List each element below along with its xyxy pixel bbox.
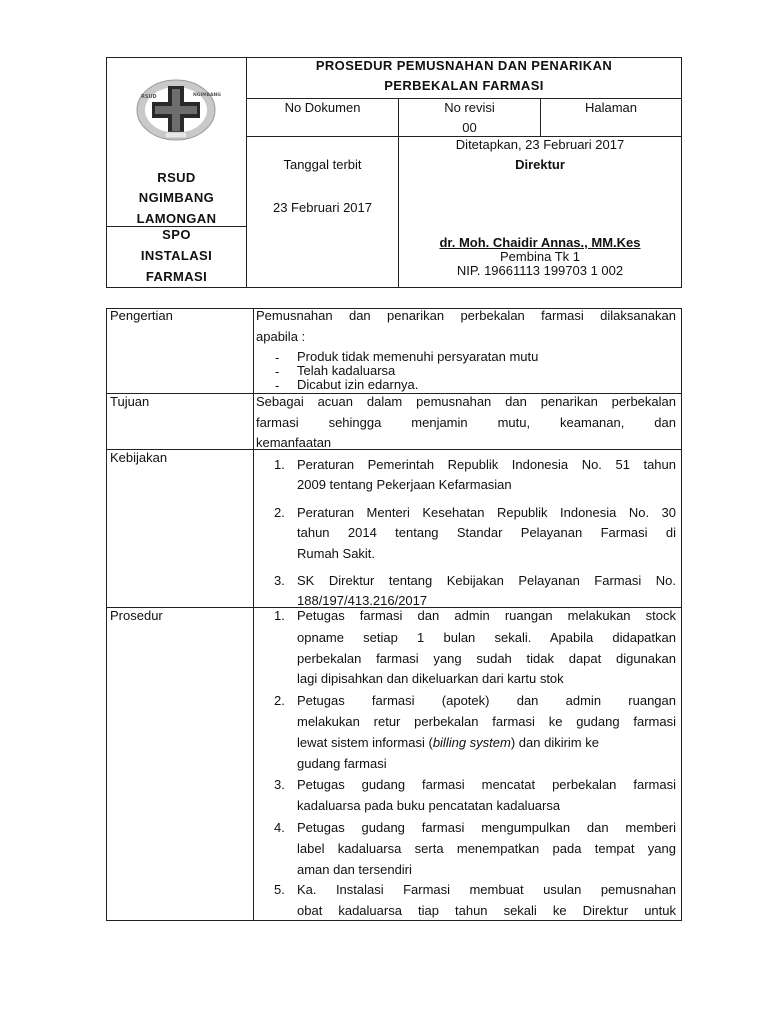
list-item: Petugas farmasi dan admin ruangan melakukan stock (297, 608, 676, 623)
text-segment: ) dan dikirim ke (510, 735, 599, 750)
list-item: tahun 2014 tentang Standar Pelayanan Farmasi di (297, 525, 676, 540)
hospital-name-line2: NGIMBANG (138, 190, 215, 205)
no-revisi-value: 00 (462, 120, 477, 135)
pengertian-label: Pengertian (110, 308, 173, 323)
svg-text:RSUD: RSUD (141, 94, 157, 100)
pengertian-line2: apabila : (256, 329, 306, 344)
tujuan-line2: farmasi sehingga menjamin mutu, keamanan, dan (256, 415, 676, 430)
list-item: gudang farmasi (297, 756, 387, 771)
tujuan-line3: kemanfaatan (256, 435, 332, 450)
pengertian-line1: Pemusnahan dan penarikan perbekalan farmasi dilaksanakan (256, 308, 676, 323)
tujuan-label: Tujuan (110, 394, 150, 409)
list-item: kadaluarsa pada buku pencatatan kadaluarsa (297, 798, 561, 813)
list-number: 5. (274, 882, 285, 897)
list-number: 2. (274, 693, 285, 708)
list-number: 3. (274, 573, 285, 588)
list-item: SK Direktur tentang Kebijakan Pelayanan Farmasi No. (297, 573, 676, 588)
hospital-logo-icon (135, 78, 221, 142)
spo-line2: INSTALASI (140, 248, 213, 263)
text-segment (297, 735, 599, 751)
list-item: aman dan tersendiri (297, 862, 412, 877)
list-item: Peraturan Menteri Kesehatan Republik Indonesia No. 30 (297, 505, 676, 520)
list-item: lagi dipisahkan dan dikeluarkan dari kartu stok (297, 671, 564, 686)
list-bullet: - (275, 350, 280, 365)
list-item: Telah kadaluarsa (297, 363, 396, 378)
billing-system-text: billing system (432, 735, 511, 750)
list-number: 2. (274, 505, 285, 520)
list-item: Produk tidak memenuhi persyaratan mutu (297, 349, 539, 364)
spo-line1: SPO (162, 227, 191, 242)
list-bullet: - (275, 364, 280, 379)
list-item: Peraturan Pemerintah Republik Indonesia No. 51 tahun (297, 457, 676, 472)
hospital-name-line3: LAMONGAN (136, 211, 217, 226)
list-item: Ka. Instalasi Farmasi membuat usulan pemusnahan (297, 882, 676, 897)
list-item: melakukan retur perbekalan farmasi ke gudang farmasi (297, 714, 676, 729)
tanggal-terbit-label: Tanggal terbit (283, 157, 362, 172)
list-number: 3. (274, 777, 285, 792)
list-item: perbekalan farmasi yang sudah tidak dapat digunakan (297, 651, 676, 666)
tanggal-terbit-value: 23 Februari 2017 (272, 200, 372, 215)
list-item: Petugas gudang farmasi mencatat perbekalan farmasi (297, 777, 676, 792)
no-dokumen-label: No Dokumen (284, 100, 361, 115)
tujuan-line1: Sebagai acuan dalam pemusnahan dan penarikan perbekalan (256, 394, 676, 409)
list-item: opname setiap 1 bulan sekali. Apabila didapatkan (297, 630, 676, 645)
ditetapkan-text: Ditetapkan, 23 Februari 2017 (455, 137, 625, 152)
list-item: label kadaluarsa serta menempatkan pada tempat yang (297, 841, 676, 856)
no-revisi-label: No revisi (444, 100, 495, 115)
svg-text:NGIMBANG: NGIMBANG (193, 93, 221, 98)
list-item: Petugas gudang farmasi mengumpulkan dan memberi (297, 820, 676, 835)
list-item: Dicabut izin edarnya. (297, 377, 419, 392)
halaman-label: Halaman (584, 100, 638, 115)
list-item: 2009 tentang Pekerjaan Kefarmasian (297, 477, 512, 492)
kebijakan-label: Kebijakan (110, 450, 168, 465)
list-bullet: - (275, 378, 280, 393)
prosedur-label: Prosedur (110, 608, 163, 623)
signer-nip: NIP. 19661113 199703 1 002 (456, 263, 624, 278)
list-item (297, 735, 676, 751)
list-item: 188/197/413.216/2017 (297, 593, 428, 608)
list-number: 1. (274, 457, 285, 472)
list-number: 1. (274, 608, 285, 623)
document-title-line1: PROSEDUR PEMUSNAHAN DAN PENARIKAN (315, 58, 613, 73)
list-item: Petugas farmasi (apotek) dan admin ruangan (297, 693, 676, 708)
signer-rank: Pembina Tk 1 (500, 249, 580, 264)
list-number: 4. (274, 820, 285, 835)
list-item: obat kadaluarsa tiap tahun sekali ke Direktur untuk (297, 903, 676, 918)
document-title-line2: PERBEKALAN FARMASI (384, 78, 544, 93)
signer-name: dr. Moh. Chaidir Annas., MM.Kes (439, 235, 641, 250)
hospital-name-line1: RSUD (157, 170, 196, 185)
list-item: Rumah Sakit. (297, 546, 376, 561)
spo-line3: FARMASI (145, 269, 208, 284)
text-segment: lewat sistem informasi ( (297, 735, 433, 750)
direktur-label: Direktur (515, 157, 565, 172)
